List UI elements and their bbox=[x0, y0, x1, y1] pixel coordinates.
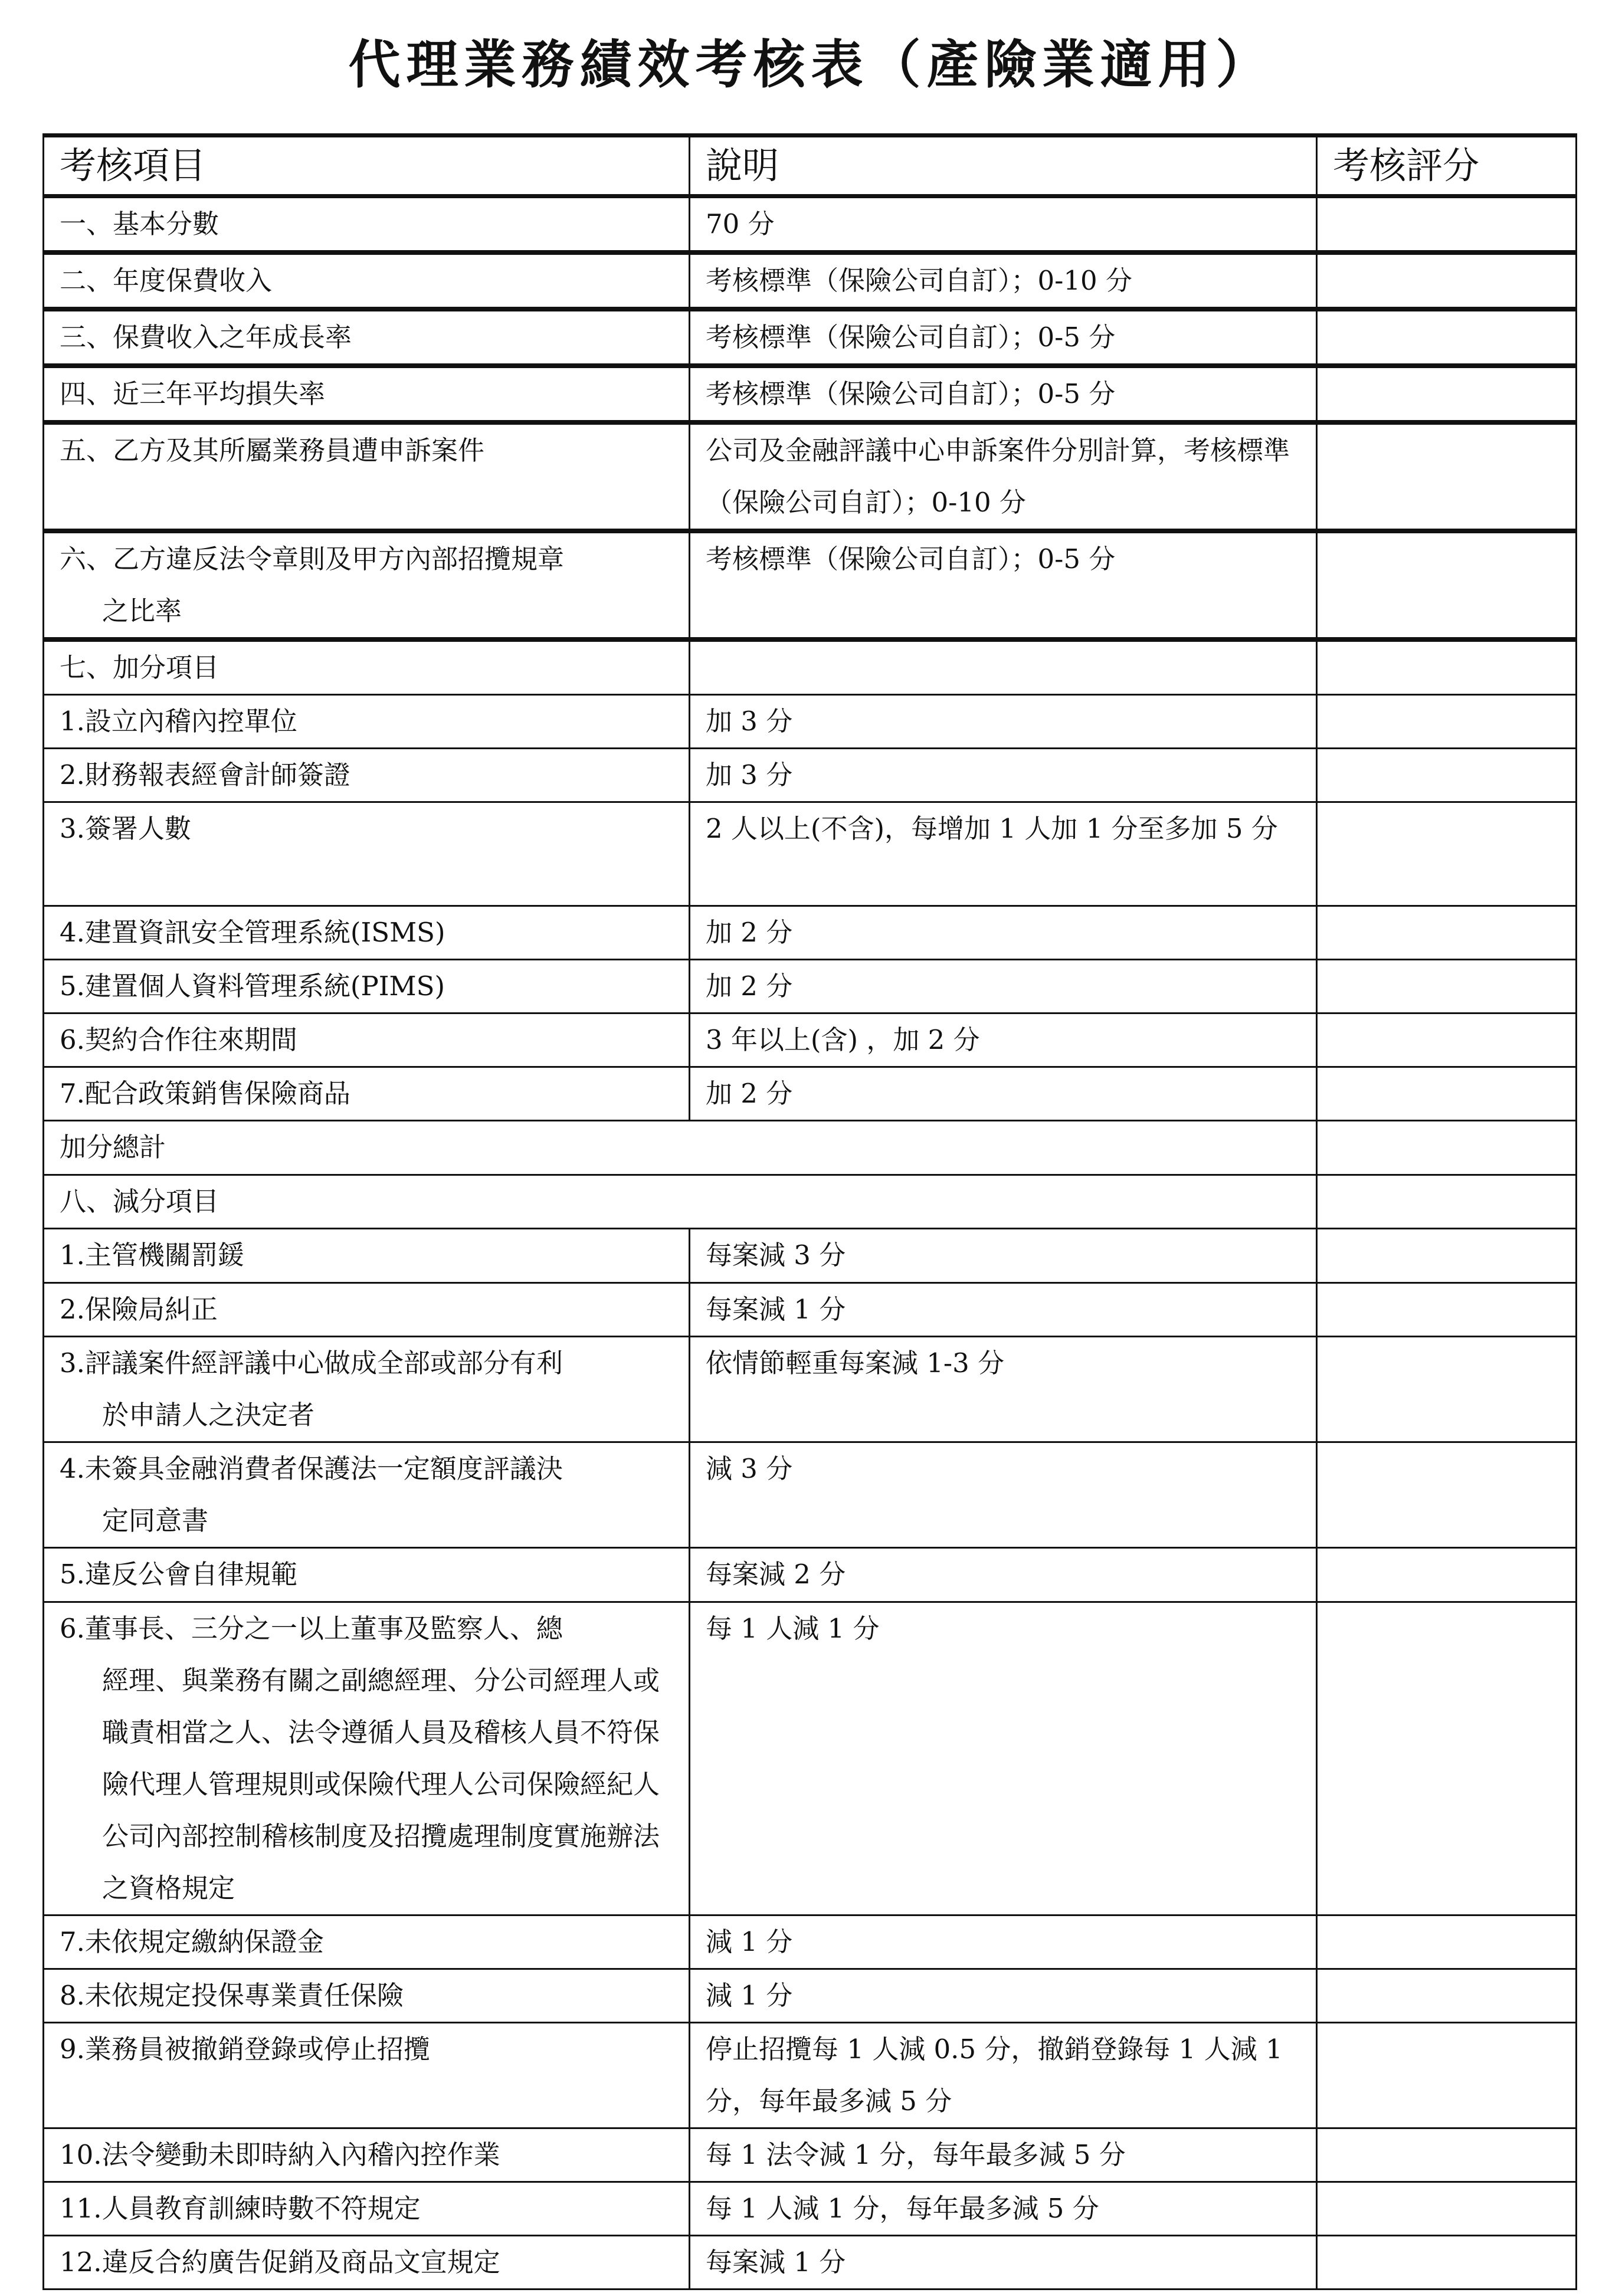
score-cell[interactable] bbox=[1317, 960, 1577, 1013]
desc-cell: 每 1 人減 1 分，每年最多減 5 分 bbox=[690, 2182, 1317, 2236]
score-cell[interactable] bbox=[1317, 1915, 1577, 1969]
table-row bbox=[44, 2182, 1577, 2236]
item-cell: 7.未依規定繳納保證金 bbox=[44, 1915, 690, 1969]
item-cell: 9.業務員被撤銷登錄或停止招攬 bbox=[44, 2023, 690, 2128]
desc-cell: 每案減 3 分 bbox=[690, 1229, 1317, 1283]
item-cell bbox=[44, 531, 690, 639]
table-row bbox=[44, 906, 1577, 960]
desc-cell: 70 分 bbox=[690, 196, 1317, 253]
table-row bbox=[44, 1915, 1577, 1969]
table-row bbox=[44, 531, 1577, 639]
item-cell bbox=[44, 1442, 690, 1548]
desc-cell: 加 2 分 bbox=[690, 906, 1317, 960]
table-row bbox=[44, 1283, 1577, 1337]
table-row bbox=[44, 960, 1577, 1013]
table-row bbox=[44, 1229, 1577, 1283]
desc-cell: 2 人以上(不含)，每增加 1 人加 1 分至多加 5 分 bbox=[690, 802, 1317, 906]
table-row bbox=[44, 1602, 1577, 1915]
item-line-first: 3.評議案件經評議中心做成全部或部分有利 bbox=[60, 1347, 563, 1379]
score-cell[interactable] bbox=[1317, 1283, 1577, 1337]
desc-cell: 每案減 1 分 bbox=[690, 1283, 1317, 1337]
item-cell bbox=[44, 1337, 690, 1442]
desc-cell: 加 3 分 bbox=[690, 695, 1317, 749]
score-cell[interactable] bbox=[1317, 639, 1577, 695]
desc-cell: 依情節輕重每案減 1-3 分 bbox=[690, 1337, 1317, 1442]
score-cell[interactable] bbox=[1317, 1067, 1577, 1121]
item-cell: 一、基本分數 bbox=[44, 196, 690, 253]
item-text bbox=[60, 533, 680, 637]
score-cell[interactable] bbox=[1317, 1337, 1577, 1442]
item-cell: 7.配合政策銷售保險商品 bbox=[44, 1067, 690, 1121]
score-cell[interactable] bbox=[1317, 695, 1577, 749]
item-cell: 四、近三年平均損失率 bbox=[44, 366, 690, 422]
table-row bbox=[44, 2023, 1577, 2128]
table-row bbox=[44, 695, 1577, 749]
score-cell[interactable] bbox=[1317, 2182, 1577, 2236]
table-row bbox=[44, 309, 1577, 366]
score-cell[interactable] bbox=[1317, 1442, 1577, 1548]
item-text bbox=[60, 1603, 680, 1914]
desc-cell: 停止招攬每 1 人減 0.5 分，撤銷登錄每 1 人減 1 分，每年最多減 5 分 bbox=[690, 2023, 1317, 2128]
table-row bbox=[44, 802, 1577, 906]
item-line-rest: 於申請人之決定者 bbox=[102, 1399, 315, 1431]
table-header-row bbox=[44, 136, 1577, 196]
header-desc: 說明 bbox=[690, 136, 1317, 196]
desc-cell: 加 2 分 bbox=[690, 960, 1317, 1013]
score-cell[interactable] bbox=[1317, 1229, 1577, 1283]
section-header-row bbox=[44, 639, 1577, 695]
score-cell[interactable] bbox=[1317, 252, 1577, 309]
score-cell[interactable] bbox=[1317, 1969, 1577, 2023]
item-line-rest: 定同意書 bbox=[102, 1505, 209, 1536]
desc-cell: 減 1 分 bbox=[690, 1969, 1317, 2023]
table-row bbox=[44, 196, 1577, 253]
bonus-total-row bbox=[44, 1121, 1577, 1175]
desc-cell: 加 3 分 bbox=[690, 749, 1317, 802]
score-cell[interactable] bbox=[1317, 1175, 1577, 1229]
item-cell: 3.簽署人數 bbox=[44, 802, 690, 906]
score-cell[interactable] bbox=[1317, 2023, 1577, 2128]
table-row bbox=[44, 2236, 1577, 2290]
score-cell[interactable] bbox=[1317, 531, 1577, 639]
score-cell[interactable] bbox=[1317, 1013, 1577, 1067]
table-row bbox=[44, 422, 1577, 531]
item-cell: 8.未依規定投保專業責任保險 bbox=[44, 1969, 690, 2023]
desc-cell: 考核標準（保險公司自訂）；0-5 分 bbox=[690, 366, 1317, 422]
table-row bbox=[44, 1337, 1577, 1442]
desc-cell: 考核標準（保險公司自訂）；0-5 分 bbox=[690, 531, 1317, 639]
score-cell[interactable] bbox=[1317, 749, 1577, 802]
desc-cell: 考核標準（保險公司自訂）；0-10 分 bbox=[690, 252, 1317, 309]
item-cell: 4.建置資訊安全管理系統(ISMS) bbox=[44, 906, 690, 960]
item-line-first: 六、乙方違反法令章則及甲方內部招攬規章 bbox=[60, 543, 565, 575]
table-row bbox=[44, 749, 1577, 802]
score-cell[interactable] bbox=[1317, 196, 1577, 253]
section-title-deduct: 八、減分項目 bbox=[44, 1175, 1317, 1229]
item-cell: 1.主管機關罰鍰 bbox=[44, 1229, 690, 1283]
item-text bbox=[60, 1443, 680, 1547]
score-cell[interactable] bbox=[1317, 1121, 1577, 1175]
score-cell[interactable] bbox=[1317, 366, 1577, 422]
item-line-first: 6.董事長、三分之一以上董事及監察人、總 bbox=[60, 1613, 563, 1644]
item-text bbox=[60, 1337, 680, 1441]
desc-cell: 考核標準（保險公司自訂）；0-5 分 bbox=[690, 309, 1317, 366]
desc-cell: 減 1 分 bbox=[690, 1915, 1317, 1969]
desc-cell: 3 年以上(含) ，加 2 分 bbox=[690, 1013, 1317, 1067]
table-row bbox=[44, 2128, 1577, 2182]
item-cell: 二、年度保費收入 bbox=[44, 252, 690, 309]
desc-cell: 公司及金融評議中心申訴案件分別計算，考核標準（保險公司自訂）；0-10 分 bbox=[690, 422, 1317, 531]
item-cell: 5.違反公會自律規範 bbox=[44, 1548, 690, 1602]
item-cell: 6.契約合作往來期間 bbox=[44, 1013, 690, 1067]
table-row bbox=[44, 252, 1577, 309]
item-line-rest: 之比率 bbox=[102, 595, 182, 627]
score-cell[interactable] bbox=[1317, 802, 1577, 906]
section-title-bonus: 七、加分項目 bbox=[44, 639, 690, 695]
desc-cell: 加 2 分 bbox=[690, 1067, 1317, 1121]
score-cell[interactable] bbox=[1317, 309, 1577, 366]
item-line-rest: 經理、與業務有關之副總經理、分公司經理人或職責相當之人、法令遵循人員及稽核人員不符保險代理人管理規則或保險代理人公司保險經紀人公司內部控制稽核制度及招攬處理制度實施辦法之資格規定 bbox=[102, 1665, 660, 1904]
item-cell: 三、保費收入之年成長率 bbox=[44, 309, 690, 366]
score-cell[interactable] bbox=[1317, 2236, 1577, 2290]
item-cell: 10.法令變動未即時納入內稽內控作業 bbox=[44, 2128, 690, 2182]
score-cell[interactable] bbox=[1317, 906, 1577, 960]
table-row bbox=[44, 1969, 1577, 2023]
item-cell: 11.人員教育訓練時數不符規定 bbox=[44, 2182, 690, 2236]
bonus-total-label: 加分總計 bbox=[44, 1121, 1317, 1175]
header-score: 考核評分 bbox=[1317, 136, 1577, 196]
desc-cell: 每 1 法令減 1 分，每年最多減 5 分 bbox=[690, 2128, 1317, 2182]
score-cell[interactable] bbox=[1317, 1548, 1577, 1602]
score-cell[interactable] bbox=[1317, 2128, 1577, 2182]
item-cell: 2.財務報表經會計師簽證 bbox=[44, 749, 690, 802]
item-cell: 5.建置個人資料管理系統(PIMS) bbox=[44, 960, 690, 1013]
page-title: 代理業務績效考核表（產險業適用） bbox=[348, 34, 1274, 95]
desc-cell: 每 1 人減 1 分 bbox=[690, 1602, 1317, 1915]
table-row bbox=[44, 1013, 1577, 1067]
table-row bbox=[44, 366, 1577, 422]
score-cell[interactable] bbox=[1317, 422, 1577, 531]
item-line-first: 4.未簽具金融消費者保護法一定額度評議決 bbox=[60, 1453, 563, 1484]
header-item: 考核項目 bbox=[44, 136, 690, 196]
item-cell bbox=[44, 1602, 690, 1915]
item-cell: 12.違反合約廣告促銷及商品文宣規定 bbox=[44, 2236, 690, 2290]
desc-cell bbox=[690, 639, 1317, 695]
desc-cell: 減 3 分 bbox=[690, 1442, 1317, 1548]
item-cell: 1.設立內稽內控單位 bbox=[44, 695, 690, 749]
desc-cell: 每案減 2 分 bbox=[690, 1548, 1317, 1602]
section-header-row bbox=[44, 1175, 1577, 1229]
item-cell: 五、乙方及其所屬業務員遭申訴案件 bbox=[44, 422, 690, 531]
table-row bbox=[44, 1548, 1577, 1602]
table-row bbox=[44, 1442, 1577, 1548]
desc-cell: 每案減 1 分 bbox=[690, 2236, 1317, 2290]
item-cell: 2.保險局糾正 bbox=[44, 1283, 690, 1337]
score-cell[interactable] bbox=[1317, 1602, 1577, 1915]
table-row bbox=[44, 1067, 1577, 1121]
evaluation-table bbox=[42, 133, 1577, 2290]
